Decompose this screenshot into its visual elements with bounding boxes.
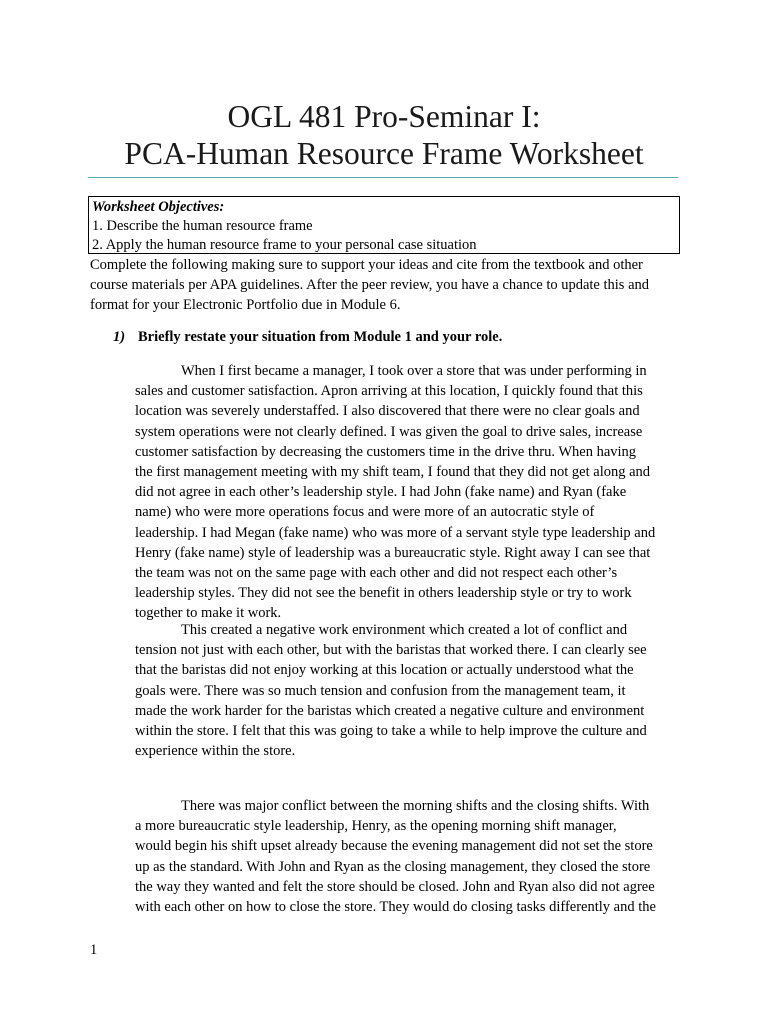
paragraph-line: the team was not on the same page with each other and did not respect each other’s <box>135 565 618 582</box>
objective-item: 2. Apply the human resource frame to your personal case situation <box>92 237 477 253</box>
paragraph-line: would begin his shift upset already because the evening management did not set the store <box>135 838 653 855</box>
paragraph-line: system operations were not clearly defined. I was given the goal to drive sales, increase <box>135 423 643 440</box>
paragraph-line: together to make it work. <box>135 605 282 622</box>
paragraph-line: a more bureaucratic style leadership, Henry, as the opening morning shift manager, <box>135 818 617 835</box>
paragraph-line: did not agree in each other’s leadership style. I had John (fake name) and Ryan (fake <box>135 484 627 501</box>
paragraph-line: name) who were more operations focus and were more of an autocratic style of <box>135 504 595 521</box>
document-title-line-1: OGL 481 Pro-Seminar I: <box>227 99 541 134</box>
objectives-heading: Worksheet Objectives: <box>92 199 225 215</box>
paragraph-line: This created a negative work environment which created a lot of conflict and <box>181 622 628 638</box>
objectives-box <box>88 196 680 254</box>
paragraph-line: leadership styles. They did not see the benefit in others leadership style or try to work <box>135 585 632 602</box>
paragraph-line: that the baristas did not enjoy working at this location or actually understood what the <box>135 662 634 679</box>
paragraph-line: made the work harder for the baristas which created a negative culture and environment <box>135 702 645 719</box>
answer-paragraph-2 <box>135 620 685 761</box>
paragraph-line: within the store. I felt that this was going to take a while to help improve the culture and <box>135 723 647 740</box>
paragraph-line: location was severely understaffed. I also discovered that there were no clear goals and <box>135 403 640 420</box>
page-number: 1 <box>90 942 98 958</box>
question-text: Briefly restate your situation from Module 1 and your role. <box>138 329 503 345</box>
paragraph-line: tension not just with each other, but with the baristas that worked there. I can clearly see <box>135 642 647 659</box>
instructions-line: format for your Electronic Portfolio due in Module 6. <box>90 297 401 314</box>
answer-paragraph-3 <box>135 796 685 917</box>
title-divider <box>88 177 678 178</box>
paragraph-line: experience within the store. <box>135 743 296 760</box>
paragraph-line: customer satisfaction by decreasing the customers time in the drive thru. When having <box>135 443 637 460</box>
question-heading <box>113 329 502 346</box>
instructions-paragraph <box>90 255 690 316</box>
paragraph-line: up as the standard. With John and Ryan as the closing management, they closed the store <box>135 858 651 875</box>
paragraph-line: goals were. There was so much tension and confusion from the management team, it <box>135 682 626 699</box>
paragraph-line: leadership. I had Megan (fake name) who was more of a servant style type leadership and <box>135 524 656 541</box>
paragraph-line: sales and customer satisfaction. Apron arriving at this location, I quickly found that this <box>135 383 643 400</box>
document-title-line-2: PCA-Human Resource Frame Worksheet <box>124 136 644 171</box>
paragraph-line: There was major conflict between the morning shifts and the closing shifts. With <box>181 798 650 814</box>
instructions-line: course materials per APA guidelines. After the peer review, you have a chance to update this and <box>90 277 650 294</box>
paragraph-line: When I first became a manager, I took over a store that was under performing in <box>181 363 647 379</box>
instructions-line: Complete the following making sure to support your ideas and cite from the textbook and other <box>90 257 643 273</box>
question-number: 1) <box>113 329 126 345</box>
objective-item: 1. Describe the human resource frame <box>92 218 313 234</box>
answer-paragraph-1 <box>135 361 685 624</box>
paragraph-line: the way they wanted and felt the store should be closed. John and Ryan also did not agree <box>135 878 655 895</box>
paragraph-line: the first management meeting with my shift team, I found that they did not get along and <box>135 464 651 481</box>
paragraph-line: with each other on how to close the store. They would do closing tasks differently and the <box>135 899 656 916</box>
paragraph-line: Henry (fake name) style of leadership was a bureaucratic style. Right away I can see that <box>135 544 651 561</box>
